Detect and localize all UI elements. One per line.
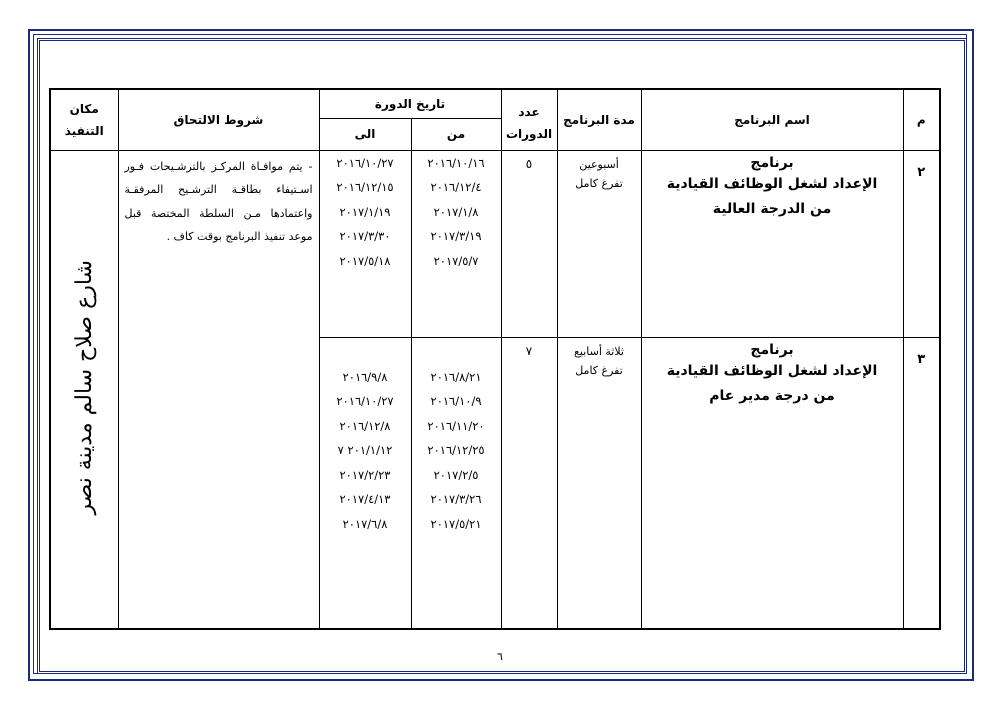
program-name-line: من درجة مدير عام [709,387,835,404]
from-dates-cell [411,150,501,337]
header-courses-count: عدد الدورات [501,89,557,150]
courses-count-cell: ٧ [501,337,557,629]
date-value: ٢٠١٧/١/٨ [433,204,479,219]
header-to: الى [319,118,411,150]
duration-line: ثلاثة أسابيع [574,344,624,358]
duration-line: أسبوعين [579,157,619,171]
date-value: ٢٠١٧/٢/٥ [433,467,479,482]
place-text: شارع صلاح سالم مدينة نصر [71,260,97,515]
conditions-text: - يتم موافـاة المركـز بالترشـيحات فـور اسـتيفاء بطاقـة الترشـيح المرفقـة واعتمادها مـن السلطة المختصة قبل موعد تنفيذ البرنامج بوقت كاف . [124,159,313,244]
header-program-name: اسم البرنامج [641,89,903,150]
program-name-line: الإعداد لشغل الوظائف القيادية [666,362,878,379]
program-name-cell [641,150,903,337]
header-from: من [411,118,501,150]
date-value: ٢٠١٦/١٠/٩ [430,394,482,409]
date-value: ٢٠١٦/١١/٢٠ [427,418,485,433]
date-value: ٢٠١٦/١٢/٢٥ [427,443,485,458]
date-value: ٢٠١٦/١٠/٢٧ [336,155,394,170]
row-number: ٢ [903,150,940,337]
date-value: ٢٠١٧/٦/٨ [342,516,388,531]
to-dates-cell [319,337,411,629]
date-value: ٢٠١٧/١/١٩ [339,204,391,219]
page-number: ٦ [497,650,503,663]
row-number: ٣ [903,337,940,629]
duration-cell [557,337,641,629]
program-name-cell [641,337,903,629]
program-name-line: برنامج [750,154,794,171]
header-place: مكان التنفيذ [50,89,118,150]
place-cell [50,150,118,629]
header-duration: مدة البرنامج [557,89,641,150]
from-dates-cell [411,337,501,629]
courses-count-cell: ٥ [501,150,557,337]
date-value: ٢٠١٧/٣/٣٠ [339,229,391,244]
duration-line: تفرغ كامل [575,176,623,190]
to-dates-cell [319,150,411,337]
header-conditions: شروط الالتحاق [118,89,319,150]
date-value: ٢٠١٦/١٢/٤ [430,180,482,195]
date-value: ٢٠١٧/٢/٢٣ [339,467,391,482]
header-m: م [903,89,940,150]
date-value: ٢٠١/١/١٢ ٧ [337,443,393,458]
date-value: ٢٠١٧/٥/٢١ [430,516,482,531]
header-course-date: تاريخ الدورة [319,89,501,118]
date-value: ٢٠١٧/٥/١٨ [339,253,391,268]
program-name-line: من الدرجة العالية [712,200,832,217]
date-value: ٢٠١٧/٤/١٣ [339,492,391,507]
date-value: ٢٠١٦/٨/٢١ [430,369,482,384]
date-value: ٢٠١٧/٣/١٩ [430,229,482,244]
date-value: ٢٠١٦/١٢/٨ [339,418,391,433]
program-name-line: الإعداد لشغل الوظائف القيادية [666,175,878,192]
conditions-cell [118,150,319,629]
date-value: ٢٠١٧/٥/٧ [433,253,479,268]
date-value: ٢٠١٦/٩/٨ [342,369,388,384]
duration-line: تفرغ كامل [575,363,623,377]
duration-cell [557,150,641,337]
date-value: ٢٠١٦/١٠/٢٧ [336,394,394,409]
date-value: ٢٠١٦/١٠/١٦ [427,155,485,170]
program-name-line: برنامج [750,341,794,358]
date-value: ٢٠١٦/١٢/١٥ [336,180,394,195]
date-value: ٢٠١٧/٣/٢٦ [430,492,482,507]
programs-table [49,88,941,630]
